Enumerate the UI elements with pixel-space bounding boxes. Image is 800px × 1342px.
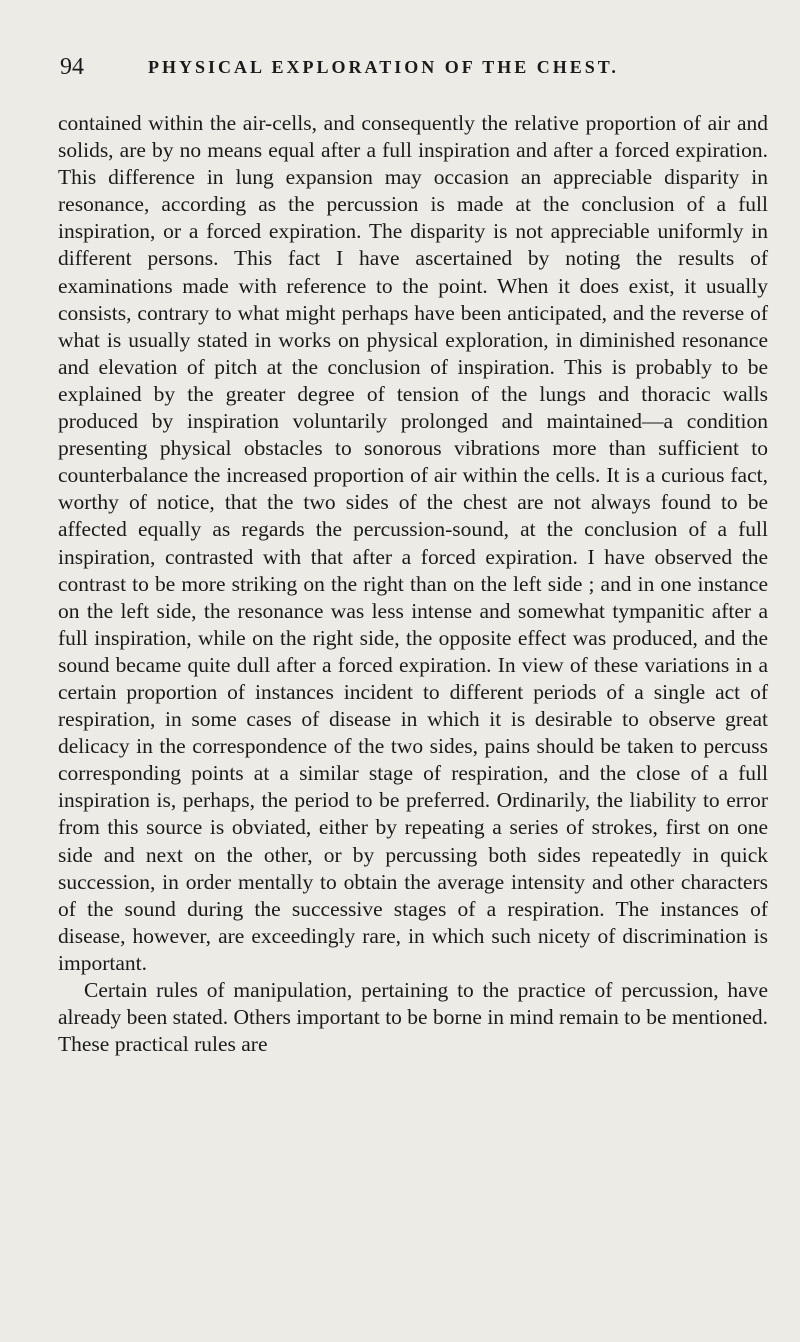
paragraph: contained within the air-cells, and consequently the relative proportion of air and solids, are by no means equal after a full inspiration and after a forced expiration. This difference in lung expansion may occasion an appreciable disparity in resonance, according as the percussion is made at the conclusion of a full inspiration, or a forced expiration. The disparity is not appreciable uniformly in different persons. This fact I have ascertained by noting the results of examinations made with reference to the point. When it does exist, it usually consists, contrary to what might perhaps have been anticipated, and the reverse of what is usually stated in works on physical exploration, in diminished resonance and elevation of pitch at the conclusion of inspiration. This is probably to be explained by the greater degree of tension of the lungs and thoracic walls produced by inspiration voluntarily prolonged and maintained—a condition presenting physical obstacles to sonorous vibrations more than sufficient to counterbalance the increased proportion of air within the cells. It is a curious fact, worthy of notice, that the two sides of the chest are not always found to be affected equally as regards the percussion-sound, at the conclusion of a full inspiration, contrasted with that after a forced expiration. I have observed the contrast to be more striking on the right than on the left side ; and in one instance on the left side, the resonance was less intense and somewhat tympanitic after a full inspiration, while on the right side, the opposite effect was produced, and the sound became quite dull after a forced expiration. In view of these variations in a certain proportion of instances incident to different periods of a single act of respiration, in some cases of disease in which it is desirable to observe great delicacy in the correspondence of the two sides, pains should be taken to percuss corresponding points at a similar stage of respiration, and the close of a full inspiration is, perhaps, the period to be preferred. Ordinarily, the liability to error from this source is obviated, either by repeating a series of strokes, first on one side and next on the other, or by percussing both sides repeatedly in quick succession, in order mentally to obtain the average intensity and other characters of the sound during the successive stages of a respiration. The instances of disease, however, are exceedingly rare, in which such nicety of discrimination is important. [58, 111, 768, 975]
page-header [60, 52, 772, 82]
body-text [58, 110, 768, 1058]
page-number: 94 [60, 54, 84, 80]
paragraph: Certain rules of manipulation, pertaining to the practice of percussion, have already been stated. Others important to be borne in mind remain to be mentioned. These practical rules are [58, 978, 768, 1057]
running-title: PHYSICAL EXPLORATION OF THE CHEST. [148, 57, 619, 77]
